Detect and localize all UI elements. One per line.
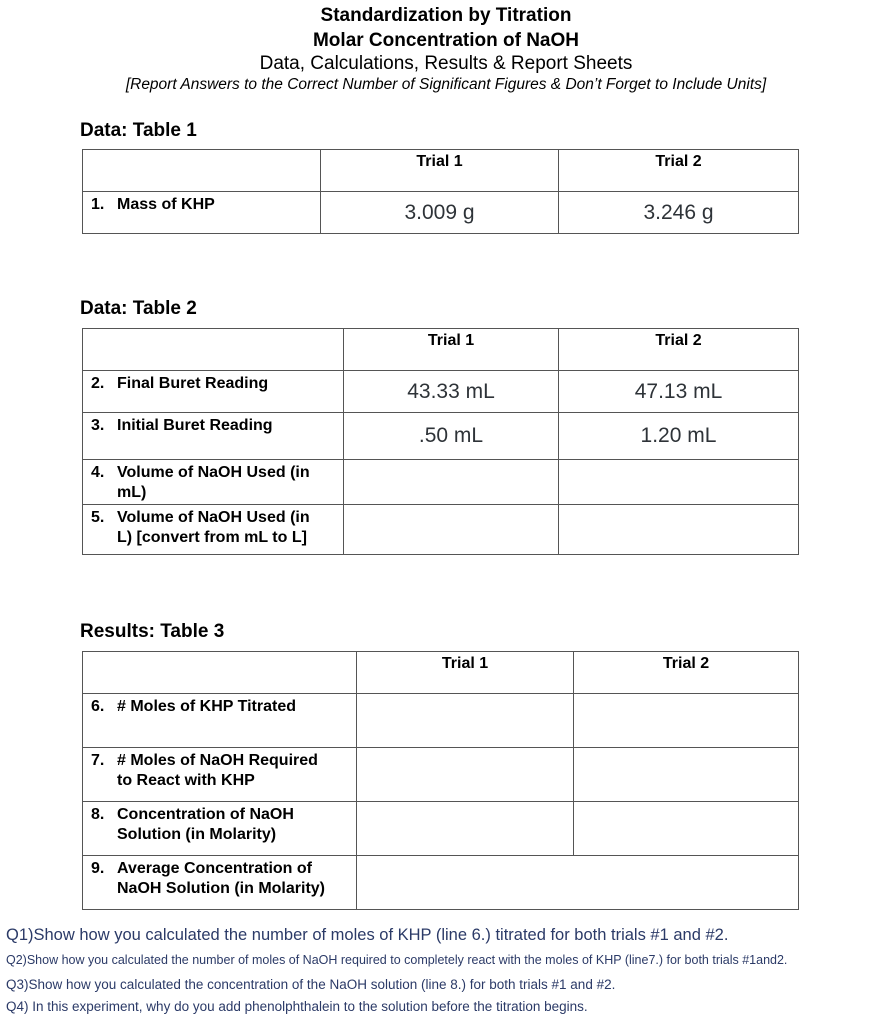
significant-figures-note: [Report Answers to the Correct Number of Significant Figures & Don’t Forget to Include Units]	[125, 76, 767, 93]
initial-buret-trial1[interactable]: .50 mL	[344, 413, 559, 460]
table2-corner-cell	[83, 329, 344, 371]
row-label-concentration-naoh: 8. Concentration of NaOH Solution (in Molarity)	[83, 802, 357, 856]
final-buret-trial2[interactable]: 47.13 mL	[559, 371, 799, 413]
concentration-naoh-trial1[interactable]	[357, 802, 574, 856]
worksheet-description: Data, Calculations, Results & Report Sheets	[259, 53, 633, 74]
table1-corner-cell	[83, 150, 321, 192]
moles-khp-trial1[interactable]	[357, 694, 574, 748]
moles-naoh-trial1[interactable]	[357, 748, 574, 802]
table3-col-trial2: Trial 2	[574, 652, 799, 694]
concentration-naoh-trial2[interactable]	[574, 802, 799, 856]
question-4: Q4) In this experiment, why do you add phenolphthalein to the solution before the titration begins.	[6, 999, 588, 1014]
row-label-final-buret: 2. Final Buret Reading	[83, 371, 344, 413]
table2-col-trial2: Trial 2	[559, 329, 799, 371]
row-label-moles-naoh: 7. # Moles of NaOH Required to React with KHP	[83, 748, 357, 802]
worksheet-title: Standardization by Titration	[320, 5, 572, 26]
row-label-average-concentration: 9. Average Concentration of NaOH Solution (in Molarity)	[83, 856, 357, 910]
row-label-volume-ml: 4. Volume of NaOH Used (in mL)	[83, 460, 344, 505]
volume-l-trial2[interactable]	[559, 505, 799, 555]
volume-ml-trial2[interactable]	[559, 460, 799, 505]
question-3: Q3)Show how you calculated the concentration of the NaOH solution (line 8.) for both trials #1 and #2.	[6, 977, 616, 992]
final-buret-trial1[interactable]: 43.33 mL	[344, 371, 559, 413]
results-table-3	[82, 651, 799, 910]
table1-heading: Data: Table 1	[80, 120, 197, 141]
table3-corner-cell	[83, 652, 357, 694]
data-table-2	[82, 328, 799, 555]
row-label-volume-l: 5. Volume of NaOH Used (in L) [convert from mL to L]	[83, 505, 344, 555]
row-label-initial-buret: 3. Initial Buret Reading	[83, 413, 344, 460]
row-label-mass-khp: 1. Mass of KHP	[83, 192, 321, 234]
data-table-1	[82, 149, 799, 234]
worksheet-subtitle: Molar Concentration of NaOH	[312, 30, 579, 51]
table1-col-trial1: Trial 1	[321, 150, 559, 192]
row-label-moles-khp: 6. # Moles of KHP Titrated	[83, 694, 357, 748]
initial-buret-trial2[interactable]: 1.20 mL	[559, 413, 799, 460]
volume-l-trial1[interactable]	[344, 505, 559, 555]
volume-ml-trial1[interactable]	[344, 460, 559, 505]
moles-naoh-trial2[interactable]	[574, 748, 799, 802]
moles-khp-trial2[interactable]	[574, 694, 799, 748]
table3-heading: Results: Table 3	[80, 621, 225, 642]
mass-khp-trial1[interactable]: 3.009 g	[321, 192, 559, 234]
table3-col-trial1: Trial 1	[357, 652, 574, 694]
question-2: Q2)Show how you calculated the number of moles of NaOH required to completely react with the moles of KHP (line7.) for both trials #1and2.	[6, 953, 788, 967]
mass-khp-trial2[interactable]: 3.246 g	[559, 192, 799, 234]
table1-col-trial2: Trial 2	[559, 150, 799, 192]
average-concentration-value[interactable]	[357, 856, 799, 910]
question-1: Q1)Show how you calculated the number of moles of KHP (line 6.) titrated for both trials #1 and #2.	[6, 926, 729, 944]
table2-col-trial1: Trial 1	[344, 329, 559, 371]
table2-heading: Data: Table 2	[80, 298, 197, 319]
